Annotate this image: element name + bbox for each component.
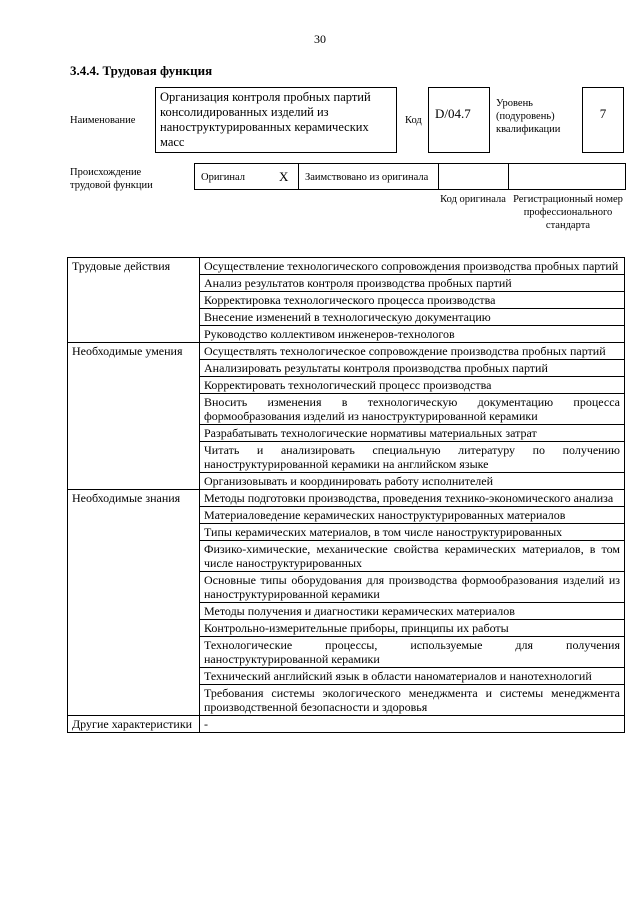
borrowed-label: Заимствовано из оригинала xyxy=(305,172,429,183)
section-item: Разрабатывать технологические нормативы материальных затрат xyxy=(200,425,625,442)
section-item: Контрольно-измерительные приборы, принципы их работы xyxy=(200,620,625,637)
origin-row xyxy=(194,163,626,190)
function-name-value: Организация контроля пробных партий консолидированных изделий из наноструктурированных керамических масс xyxy=(155,87,397,153)
section-item: Технический английский язык в области наноматериалов и нанотехнологий xyxy=(200,668,625,685)
table-row xyxy=(68,490,625,507)
section-title: Необходимые знания xyxy=(68,490,200,716)
orig-code-caption: Код оригинала xyxy=(440,194,506,205)
name-label: Наименование xyxy=(70,115,136,126)
table-row xyxy=(68,343,625,360)
section-title: Трудовые действия xyxy=(68,258,200,343)
section-item: Требования системы экологического менеджмента и системы менеджмента производственной безопасности и здоровья xyxy=(200,685,625,716)
section-item: Типы керамических материалов, в том числе наноструктурированных xyxy=(200,524,625,541)
orig-code-cell xyxy=(439,164,509,189)
section-item: Корректировать технологический процесс производства xyxy=(200,377,625,394)
qualification-level-value: 7 xyxy=(582,87,624,153)
original-cell xyxy=(195,164,299,189)
section-item: Осуществление технологического сопровождения производства пробных партий xyxy=(200,258,625,275)
section-title: Необходимые умения xyxy=(68,343,200,490)
section-item: Внесение изменений в технологическую документацию xyxy=(200,309,625,326)
section-item: Осуществлять технологическое сопровождение производства пробных партий xyxy=(200,343,625,360)
original-mark: X xyxy=(279,169,289,184)
original-label: Оригинал xyxy=(201,172,245,183)
section-item: Технологические процессы, используемые для получения наноструктурированной керамики xyxy=(200,637,625,668)
level-label: Уровень (подуровень) квалификации xyxy=(496,98,561,135)
section-item: Анализировать результаты контроля производства пробных партий xyxy=(200,360,625,377)
section-item: Анализ результатов контроля производства пробных партий xyxy=(200,275,625,292)
reg-number-caption: Регистрационный номер профессионального стандарта xyxy=(513,194,623,231)
section-item: Читать и анализировать специальную литературу по получению наноструктурированной керамики на английском языке xyxy=(200,442,625,473)
table-row xyxy=(68,258,625,275)
section-item: Руководство коллективом инженеров-технологов xyxy=(200,326,625,343)
code-label: Код xyxy=(405,115,422,126)
function-code-value: D/04.7 xyxy=(428,87,490,153)
section-item: Вносить изменения в технологическую документацию процесса формообразования изделий из наноструктурированной керамики xyxy=(200,394,625,425)
table-row xyxy=(68,716,625,733)
section-item: Методы подготовки производства, проведения технико-экономического анализа xyxy=(200,490,625,507)
section-item: Основные типы оборудования для производства формообразования изделий из наноструктурированной керамики xyxy=(200,572,625,603)
borrowed-cell xyxy=(299,164,439,189)
origin-label: Происхождение трудовой функции xyxy=(70,167,153,191)
section-heading: 3.4.4. Трудовая функция xyxy=(70,63,213,78)
section-item: Организовывать и координировать работу исполнителей xyxy=(200,473,625,490)
section-item: Корректировка технологического процесса производства xyxy=(200,292,625,309)
section-item: Материаловедение керамических наноструктурированных материалов xyxy=(200,507,625,524)
function-details-table xyxy=(67,257,625,733)
section-item: Физико-химические, механические свойства керамических материалов, в том числе наноструктурированных xyxy=(200,541,625,572)
section-item: - xyxy=(200,716,625,733)
section-item: Методы получения и диагностики керамических материалов xyxy=(200,603,625,620)
reg-number-cell xyxy=(509,164,625,189)
section-title: Другие характеристики xyxy=(68,716,200,733)
page-number: 30 xyxy=(314,32,326,46)
